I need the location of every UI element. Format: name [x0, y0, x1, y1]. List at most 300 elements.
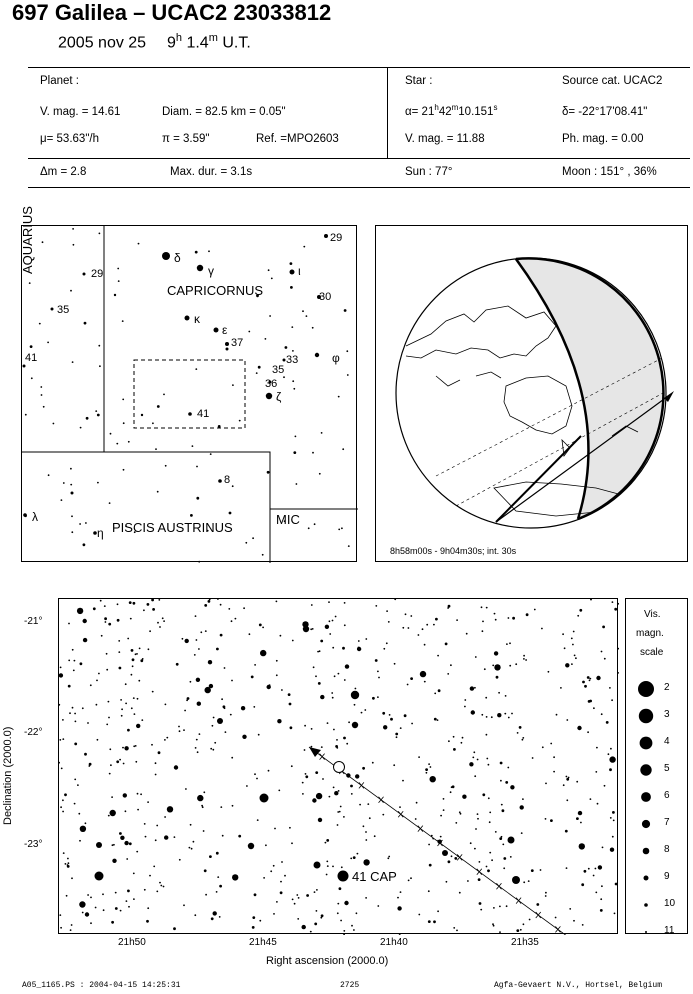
field-star [402, 627, 404, 629]
field-star [220, 806, 222, 808]
field-star [495, 619, 497, 621]
field-star [596, 747, 598, 749]
field-star [270, 870, 272, 872]
field-star [198, 648, 200, 650]
field-star [179, 859, 181, 861]
finder-field-star [97, 414, 100, 417]
field-star [109, 748, 111, 750]
field-star [482, 621, 484, 623]
field-star [597, 803, 599, 805]
field-star [302, 925, 306, 929]
field-star [137, 809, 139, 811]
field-star [354, 704, 356, 706]
finder-field-star [53, 423, 55, 425]
finder-field-star [348, 545, 350, 547]
field-star [484, 668, 486, 670]
field-star [82, 707, 84, 709]
field-star [74, 660, 76, 662]
field-star [289, 827, 291, 829]
field-star [341, 866, 343, 868]
field-star [312, 628, 314, 630]
scale-marker [644, 903, 648, 907]
field-star [606, 721, 609, 724]
field-star [110, 810, 116, 816]
field-star [600, 909, 603, 912]
field-star [497, 713, 501, 717]
field-star [534, 609, 536, 611]
field-star [595, 868, 597, 870]
field-star [316, 889, 318, 891]
field-star [105, 621, 107, 623]
field-star [189, 847, 191, 849]
field-star [302, 782, 304, 784]
field-star [327, 865, 329, 867]
field-star [526, 613, 529, 616]
finder-field-star [70, 290, 72, 292]
field-star [545, 818, 547, 820]
scale-title-line: Vis. [644, 609, 661, 620]
field-star [213, 911, 217, 915]
field-star [133, 697, 135, 699]
field-star [85, 822, 87, 824]
field-star [320, 640, 323, 643]
field-star [251, 676, 254, 679]
field-star [148, 648, 150, 650]
field-star [205, 894, 207, 896]
field-star [98, 673, 100, 675]
field-star [506, 643, 508, 645]
finder-field-star [198, 561, 200, 563]
field-star [298, 897, 300, 899]
field-star [566, 778, 569, 781]
field-star [481, 606, 483, 608]
finder-field-star [95, 410, 97, 412]
field-star [581, 883, 584, 886]
field-star [499, 906, 501, 908]
page-title: 697 Galilea – UCAC2 23033812 [12, 0, 332, 25]
field-star [58, 704, 60, 706]
field-star [302, 621, 308, 627]
field-star [288, 693, 291, 696]
scale-marker [639, 709, 653, 723]
field-star [446, 881, 448, 883]
field-star [343, 933, 345, 935]
field-star [462, 795, 466, 799]
field-star [612, 811, 615, 814]
field-star [202, 806, 204, 808]
field-star [72, 707, 74, 709]
catalog-star [290, 270, 295, 275]
field-star [305, 773, 307, 775]
catalog-star [141, 414, 143, 416]
field-star [83, 638, 87, 642]
finder-field-star [80, 427, 82, 429]
field-star [252, 916, 255, 919]
finder-field-star [338, 396, 340, 398]
field-star [276, 601, 278, 603]
dec-tick-label: -21° [24, 616, 43, 627]
finder-field-star [72, 361, 74, 363]
field-star [337, 903, 339, 905]
finder-field-star [70, 468, 72, 470]
finder-field-star [152, 422, 154, 424]
finder-field-star [262, 554, 264, 556]
field-star [195, 615, 197, 617]
field-star [71, 924, 73, 926]
field-star [424, 644, 426, 646]
field-star [499, 837, 502, 840]
field-star [576, 781, 578, 783]
field-star [147, 801, 149, 803]
finder-field-star [195, 368, 197, 370]
field-star [501, 804, 503, 806]
field-star [96, 680, 98, 682]
field-star [197, 702, 201, 706]
field-star [62, 719, 64, 721]
star-right-ascension: $\alpha= 21^h42^m10.151^s$ [405, 103, 498, 118]
field-star [338, 673, 340, 675]
field-star [499, 931, 501, 933]
field-star [424, 681, 426, 683]
field-star [455, 822, 457, 824]
field-star [199, 733, 201, 735]
field-star [254, 893, 257, 896]
footer-page: 2725 [340, 981, 360, 990]
field-star [359, 804, 361, 806]
finder-field-star [252, 537, 254, 539]
field-star [311, 746, 313, 748]
field-star [470, 842, 472, 844]
planet-heading: Planet : [40, 75, 79, 87]
field-star [62, 738, 64, 740]
scale-title-line: scale [640, 647, 664, 658]
finder-field-star [99, 365, 101, 367]
field-star [333, 729, 335, 731]
field-star [593, 707, 595, 709]
field-star [197, 795, 203, 801]
finder-field-star [290, 262, 293, 265]
field-star [541, 628, 543, 630]
finder-field-star [39, 323, 41, 325]
field-star [590, 599, 592, 601]
field-star [67, 858, 69, 860]
field-star [205, 630, 207, 632]
field-star [315, 675, 317, 677]
field-star [350, 785, 353, 788]
field-star [194, 654, 196, 656]
field-star [144, 889, 146, 891]
field-star [500, 780, 502, 782]
field-star [61, 768, 63, 770]
field-star [437, 910, 439, 912]
star-label: φ [332, 351, 340, 365]
field-star [249, 633, 251, 635]
field-star [418, 634, 420, 636]
finder-field-star [269, 315, 271, 317]
field-star [486, 734, 488, 736]
field-star [361, 712, 363, 714]
field-star [358, 640, 360, 642]
field-star [377, 905, 379, 907]
field-star [291, 842, 293, 844]
field-star [584, 870, 587, 873]
field-star [156, 891, 158, 893]
field-star [394, 663, 396, 665]
field-star [166, 737, 168, 739]
star-label: 41 [197, 408, 210, 420]
finder-field-star [341, 527, 343, 529]
event-time [58, 32, 251, 52]
field-star [397, 897, 399, 899]
field-star [110, 764, 112, 766]
label-microscopium: MIC [276, 512, 300, 527]
finder-field-star [267, 471, 270, 474]
field-star [146, 920, 149, 923]
field-star [174, 765, 178, 769]
field-star [147, 603, 150, 606]
field-star [563, 784, 565, 786]
star-vmag: V. mag. = 11.88 [405, 133, 485, 145]
field-star [60, 667, 62, 669]
field-star [200, 631, 202, 633]
finder-field-star [30, 345, 33, 348]
field-star [469, 762, 473, 766]
field-star [111, 796, 113, 798]
field-star [363, 859, 369, 865]
field-star [395, 733, 398, 736]
finder-field-star [109, 502, 111, 504]
field-star [115, 892, 117, 894]
field-star [118, 651, 120, 653]
field-star [123, 763, 125, 765]
field-star [109, 773, 111, 775]
field-star [143, 609, 145, 611]
field-star [485, 697, 487, 699]
field-star [545, 892, 547, 894]
field-star [346, 743, 348, 745]
field-star [410, 877, 412, 879]
field-star [411, 723, 413, 725]
field-star [248, 843, 254, 849]
field-star [127, 890, 130, 893]
field-star [163, 620, 165, 622]
finder-field-star [258, 366, 261, 369]
field-star [615, 883, 618, 886]
field-star [216, 648, 219, 651]
scale-magnitude-label: 11 [664, 925, 675, 936]
field-star [611, 699, 613, 701]
field-star [208, 600, 211, 603]
field-star [204, 604, 207, 607]
field-star [383, 725, 387, 729]
field-star [316, 910, 318, 912]
field-star [618, 648, 620, 650]
info-top-rule [28, 67, 690, 68]
scale-magnitude-label: 5 [664, 763, 670, 774]
field-star [480, 909, 482, 911]
field-star [566, 867, 568, 869]
scale-svg [626, 599, 689, 935]
finder-field-star [342, 448, 344, 450]
star-label: 29 [330, 232, 343, 244]
finder-field-star [122, 399, 124, 401]
finder-field-star [256, 372, 258, 374]
footer-file: A05_1165.PS : 2004-04-15 14:25:31 [22, 981, 181, 990]
catalog-star [225, 342, 229, 346]
field-star [509, 642, 511, 644]
field-star [259, 920, 261, 922]
field-star [151, 744, 153, 746]
field-star [562, 633, 564, 635]
field-star [434, 693, 436, 695]
field-star [462, 737, 464, 739]
field-star [173, 927, 176, 930]
field-star [338, 790, 340, 792]
field-star [387, 857, 389, 859]
field-star [220, 604, 222, 606]
event-date: 2005 nov 25 [58, 34, 147, 52]
field-star [210, 748, 212, 750]
field-star [84, 753, 87, 756]
planet-motion: μ= 53.63"/h [40, 133, 99, 145]
field-star [342, 647, 345, 650]
field-star [79, 840, 81, 842]
field-star [396, 736, 398, 738]
field-star [334, 675, 336, 677]
field-star [125, 683, 127, 685]
field-star [328, 601, 330, 603]
field-star [610, 817, 612, 819]
field-star [119, 667, 122, 670]
field-star [325, 842, 327, 844]
field-star [221, 698, 223, 700]
field-star [243, 607, 245, 609]
finder-field-star [116, 443, 118, 445]
field-star [74, 803, 76, 805]
field-star [219, 916, 221, 918]
field-star [193, 841, 195, 843]
finder-field-star [303, 246, 305, 248]
finder-field-star [157, 405, 160, 408]
finder-field-star [84, 322, 87, 325]
field-star [335, 616, 337, 618]
label-capricornus: CAPRICORNUS [167, 283, 264, 298]
field-star [332, 866, 334, 868]
field-star [429, 864, 432, 867]
field-star [183, 904, 185, 906]
field-star [450, 664, 452, 666]
catalog-star [114, 294, 116, 296]
field-star [159, 626, 161, 628]
star-source-catalog: Source cat. UCAC2 [562, 75, 663, 87]
dec-tick-label: -22° [24, 727, 43, 738]
field-star [428, 763, 430, 765]
finder-field-star [48, 474, 50, 476]
field-star [488, 797, 490, 799]
finder-field-star [283, 376, 285, 378]
field-star [375, 605, 377, 607]
field-star [140, 659, 143, 662]
field-star [312, 798, 316, 802]
finder-field-star [306, 315, 308, 317]
field-star [343, 930, 345, 932]
field-star [212, 725, 214, 727]
field-star [498, 692, 500, 694]
field-star [365, 831, 367, 833]
field-star [336, 747, 338, 749]
field-star [313, 666, 315, 668]
field-star [65, 863, 67, 865]
target-star-label: 41 CAP [352, 869, 397, 884]
finder-field-star [344, 309, 347, 312]
field-star [228, 608, 230, 610]
field-star [582, 681, 585, 684]
field-star [136, 851, 138, 853]
star-label: λ [32, 510, 38, 524]
field-star [93, 607, 96, 610]
field-star [106, 669, 108, 671]
scale-marker [640, 737, 653, 750]
field-star [377, 696, 379, 698]
field-star [470, 686, 474, 690]
field-star [265, 844, 267, 846]
field-star [430, 776, 436, 782]
field-star [274, 828, 276, 830]
field-star [500, 762, 503, 765]
field-star [609, 687, 611, 689]
finder-field-star [190, 514, 193, 517]
globe-caption: 8h58m00s - 9h04m30s; int. 30s [390, 546, 517, 556]
field-star [565, 830, 568, 833]
field-star [355, 688, 357, 690]
finder-field-star [79, 523, 81, 525]
field-star [344, 901, 348, 905]
finder-field-star [110, 433, 112, 435]
bright-star [351, 691, 359, 699]
field-star [434, 718, 437, 721]
field-star [331, 692, 333, 694]
field-star [357, 853, 359, 855]
field-star [367, 803, 369, 805]
field-star [382, 712, 385, 715]
field-star [508, 617, 510, 619]
field-star [320, 917, 322, 919]
field-star [120, 836, 124, 840]
field-star [136, 724, 140, 728]
field-star [88, 765, 90, 767]
field-star [453, 927, 455, 929]
field-star [433, 920, 436, 923]
field-star [428, 844, 430, 846]
finder-field-star [123, 469, 125, 471]
field-star [127, 729, 130, 732]
scale-magnitude-label: 3 [664, 709, 670, 720]
bright-star [352, 722, 358, 728]
field-star [64, 793, 67, 796]
field-star [363, 825, 365, 827]
field-star [355, 774, 359, 778]
field-star [357, 647, 361, 651]
field-star [523, 881, 525, 883]
field-star [522, 737, 524, 739]
scale-magnitude-label: 9 [664, 871, 670, 882]
field-star [212, 749, 214, 751]
field-star [294, 903, 296, 905]
field-star [614, 913, 616, 915]
field-star [430, 766, 432, 768]
field-star [325, 625, 329, 629]
field-star [121, 715, 123, 717]
